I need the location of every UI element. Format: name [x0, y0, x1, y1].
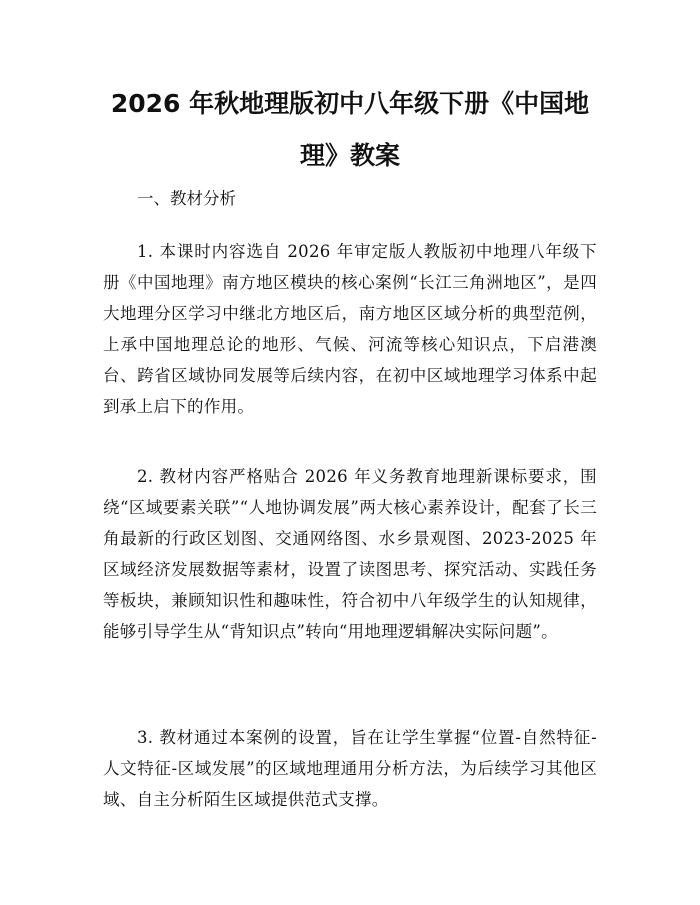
paragraph-1: 1. 本课时内容选自 2026 年审定版人教版初中地理八年级下册《中国地理》南方地区模块的核心案例“长江三角洲地区”，是四大地理分区学习中继北方地区后，南方地区区域分析的典型范例，上承中国地理总论的地形、气候、河流等核心知识点，下启港澳台、跨省区域协同发展等后续内容，在初中区域地理学习体系中起到承上启下的作用。: [103, 242, 597, 416]
paragraph-2: 2. 教材内容严格贴合 2026 年义务教育地理新课标要求，围绕“区域要素关联”“人地协调发展”两大核心素养设计，配套了长三角最新的行政区划图、交通网络图、水乡景观图、2023-2025 年区域经济发展数据等素材，设置了读图思考、探究活动、实践任务等板块，兼顾知识性和趣味性，符合初中八年级学生的认知规律，能够引导学生从“背知识点”转向“用地理逻辑解决实际问题”。: [103, 467, 597, 641]
section-heading: 一、教材分析: [137, 189, 236, 208]
paragraph-3: 3. 教材通过本案例的设置，旨在让学生掌握“位置-自然特征-人文特征-区域发展”的区域地理通用分析方法，为后续学习其他区域、自主分析陌生区域提供范式支撑。: [103, 728, 597, 809]
document-title: 2026 年秋地理版初中八年级下册《中国地理》教案: [110, 89, 590, 170]
